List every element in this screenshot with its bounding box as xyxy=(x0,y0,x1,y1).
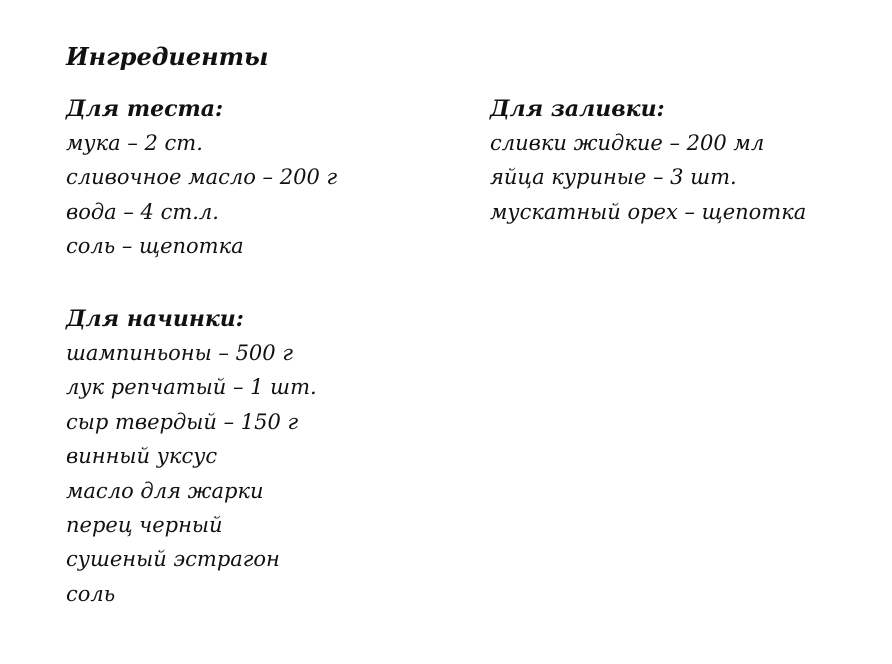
ingredient-item: сливки жидкие – 200 мл xyxy=(490,131,765,155)
filling-section xyxy=(66,302,317,611)
ingredient-item: вода – 4 ст.л. xyxy=(66,199,219,224)
page-title: Ингредиенты xyxy=(66,42,269,71)
ingredient-item: сушеный эстрагон xyxy=(66,547,280,572)
topping-ingredient-list xyxy=(490,126,806,229)
ingredient-item: яйца куриные – 3 шт. xyxy=(490,165,737,190)
ingredient-item: сливочное масло – 200 г xyxy=(66,165,338,190)
ingredient-item: сыр твердый – 150 г xyxy=(66,409,299,434)
dough-ingredient-list xyxy=(66,126,337,264)
ingredient-item: соль – щепотка xyxy=(66,234,244,259)
topping-section xyxy=(490,92,806,229)
topping-heading: Для заливки: xyxy=(490,96,665,122)
ingredient-item: винный уксус xyxy=(66,444,218,469)
ingredient-item: мука – 2 ст. xyxy=(66,131,203,155)
filling-heading: Для начинки: xyxy=(66,306,244,332)
ingredient-item: соль xyxy=(66,581,116,606)
ingredient-item: шампиньоны – 500 г xyxy=(66,341,293,365)
ingredient-item: лук репчатый – 1 шт. xyxy=(66,375,317,400)
dough-section xyxy=(66,92,337,264)
ingredient-item: мускатный орех – щепотка xyxy=(490,199,807,224)
dough-heading: Для теста: xyxy=(66,96,224,122)
ingredient-item: перец черный xyxy=(66,512,223,537)
ingredient-item: масло для жарки xyxy=(66,478,264,503)
filling-ingredient-list xyxy=(66,336,317,611)
